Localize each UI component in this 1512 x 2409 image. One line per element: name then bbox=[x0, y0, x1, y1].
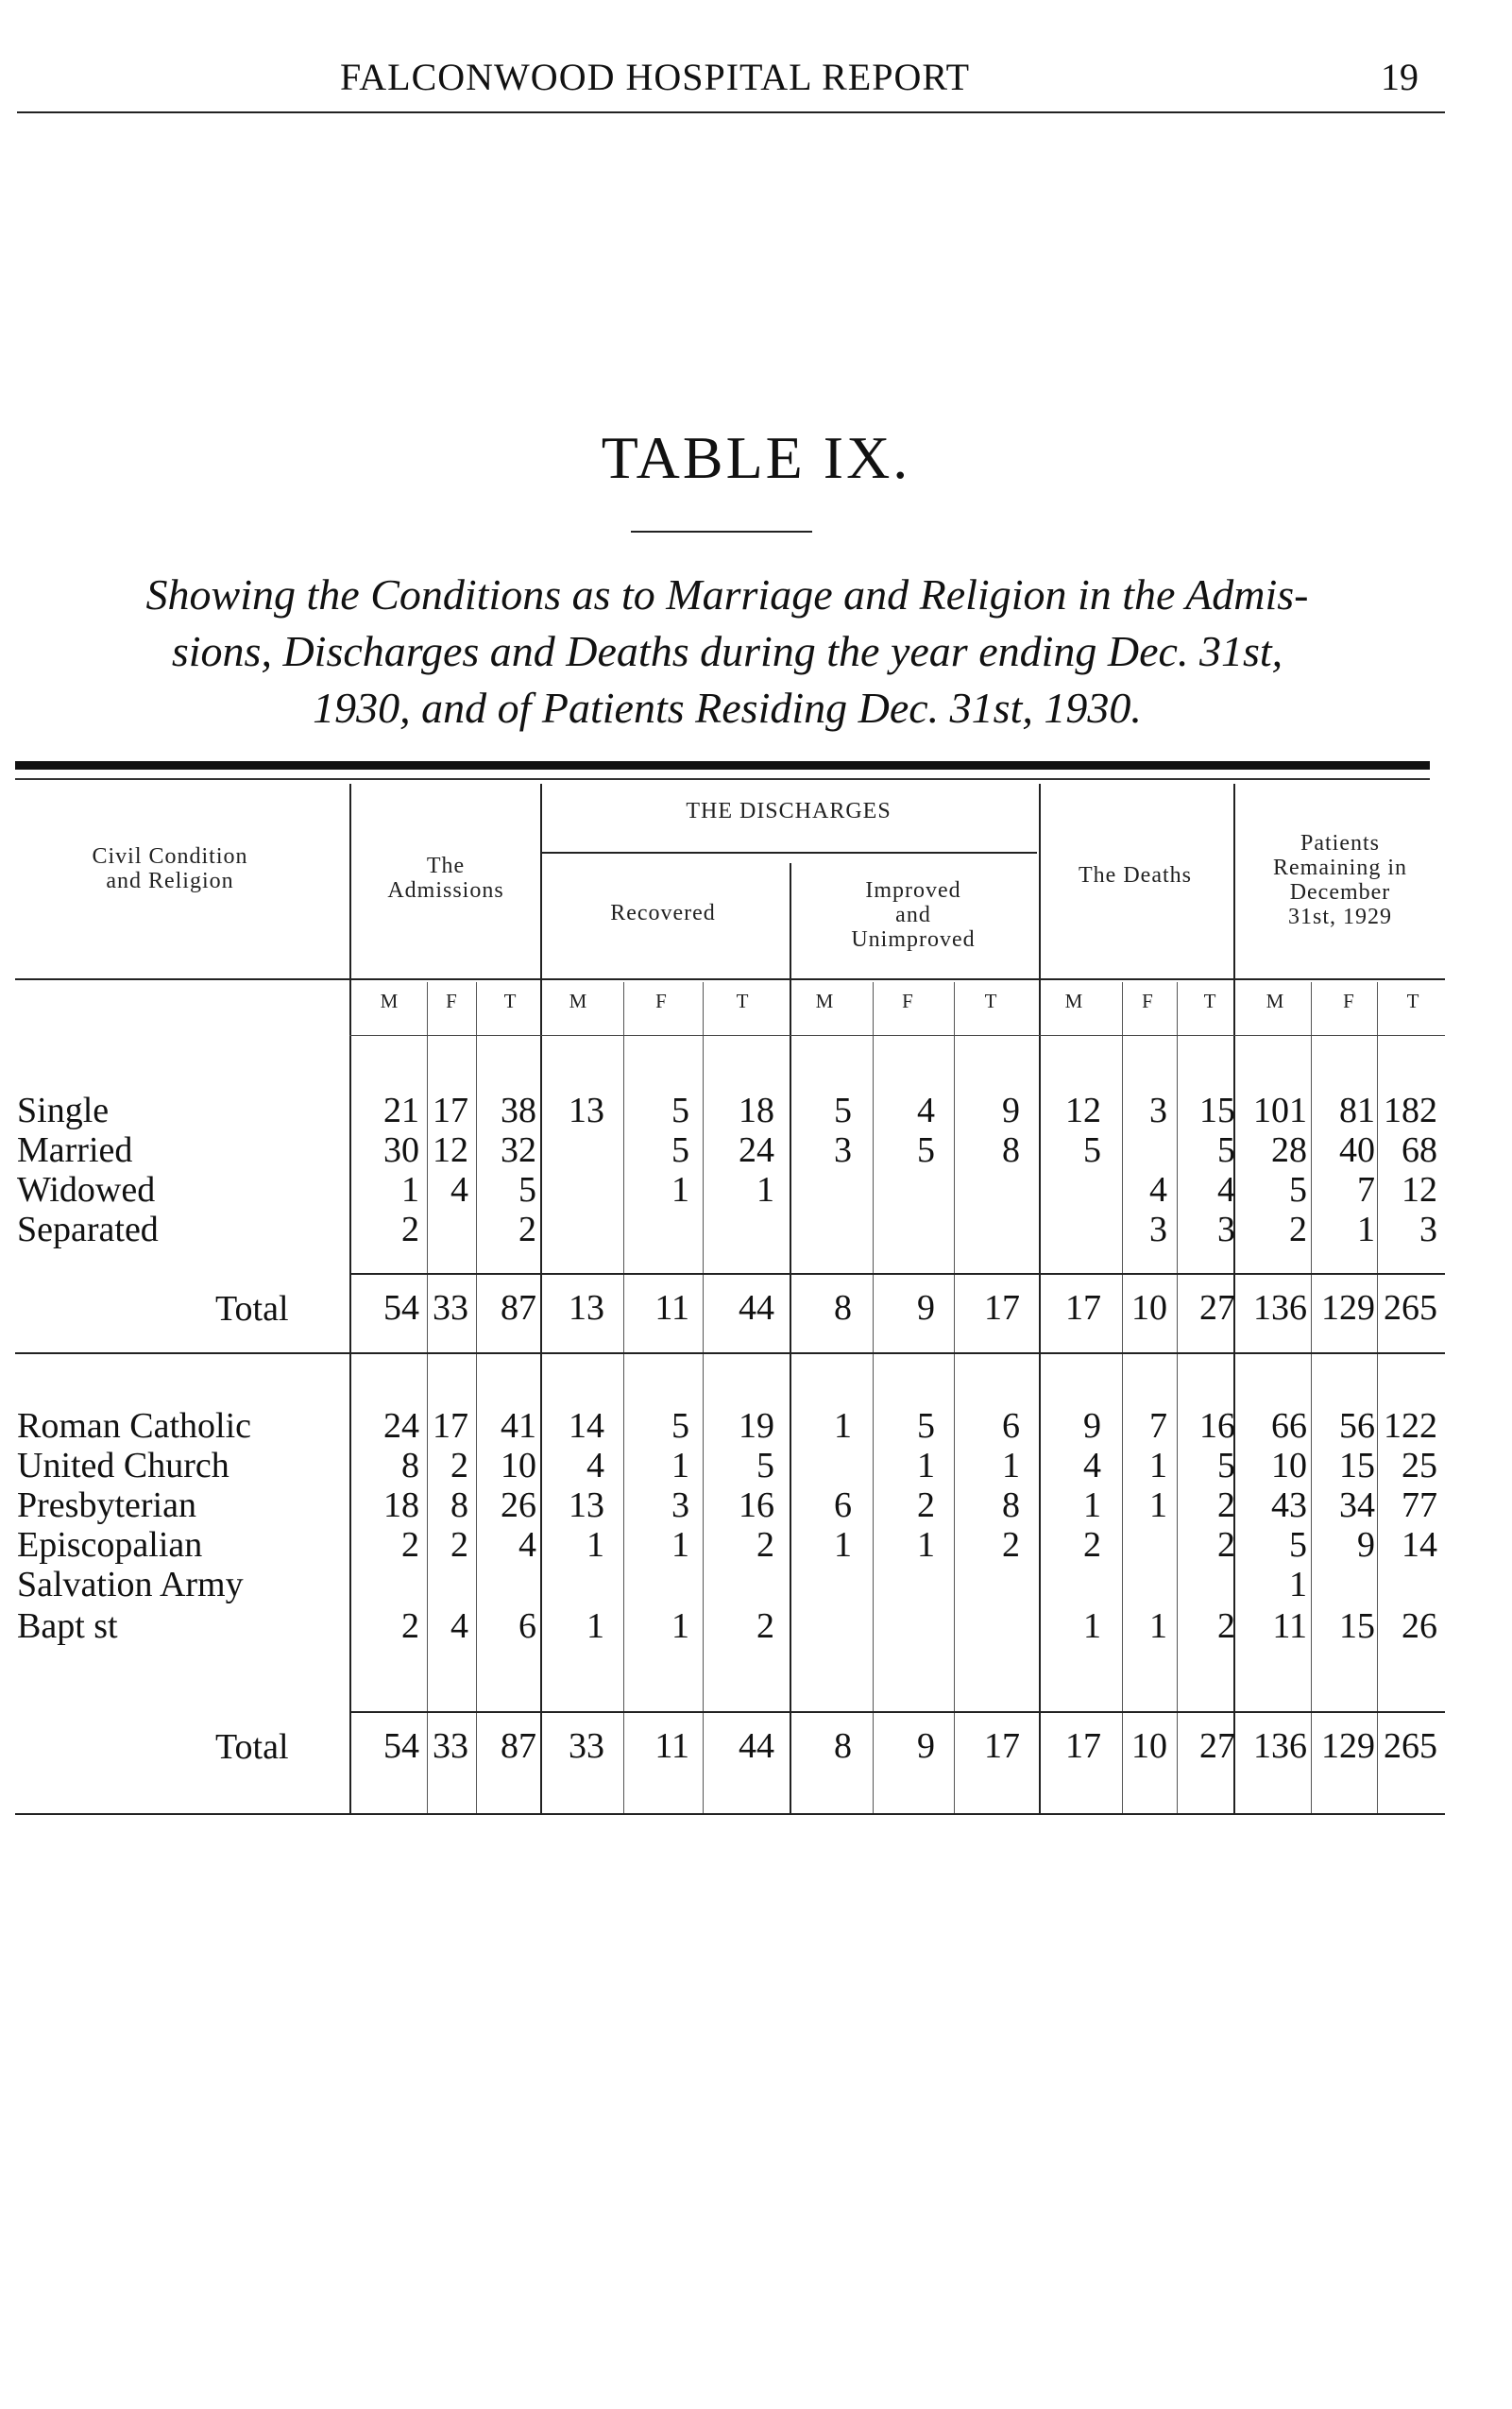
table-cell: 1 bbox=[1289, 1565, 1307, 1604]
table-cell: 34 bbox=[1339, 1485, 1375, 1525]
table-cell: 2 bbox=[1217, 1606, 1235, 1646]
table-cell: 1 bbox=[756, 1170, 774, 1210]
row-label-religion-total: Total bbox=[215, 1727, 289, 1767]
table-cell: 19 bbox=[739, 1406, 774, 1446]
table-cell: 4 bbox=[586, 1446, 604, 1485]
table-cell: 5 bbox=[756, 1446, 774, 1485]
table-cell: 43 bbox=[1271, 1485, 1307, 1525]
header-remaining bbox=[1235, 831, 1445, 929]
mft-header-cell: M bbox=[1064, 990, 1083, 1012]
table-cell: 16 bbox=[739, 1485, 774, 1525]
table-cell: 18 bbox=[383, 1485, 419, 1525]
table-cell: 26 bbox=[501, 1485, 536, 1525]
table-cell: 66 bbox=[1271, 1406, 1307, 1446]
table-cell: 4 bbox=[1149, 1170, 1167, 1210]
table-cell: 3 bbox=[1217, 1210, 1235, 1249]
table-cell: 3 bbox=[1149, 1210, 1167, 1249]
header-discharges: THE DISCHARGES bbox=[686, 799, 892, 823]
header-civil-condition bbox=[28, 844, 312, 893]
table-cell: 16 bbox=[1199, 1406, 1235, 1446]
mft-header-cell: F bbox=[1142, 990, 1153, 1012]
table-cell: 5 bbox=[1217, 1130, 1235, 1170]
caption-line: sions, Discharges and Deaths during the year ending Dec. 31st, bbox=[171, 627, 1283, 675]
total-cell: 44 bbox=[739, 1288, 774, 1328]
table-cell: 2 bbox=[1289, 1210, 1307, 1249]
table-cell: 1 bbox=[671, 1170, 689, 1210]
table-cell: 1 bbox=[917, 1525, 935, 1565]
row-label-married: Married bbox=[17, 1130, 133, 1170]
total-cell: 136 bbox=[1253, 1726, 1307, 1766]
header-text: 31st, 1929 bbox=[1287, 905, 1392, 929]
header-improved bbox=[790, 878, 1037, 952]
table-cell: 8 bbox=[401, 1446, 419, 1485]
total-cell: 8 bbox=[834, 1726, 852, 1766]
table-cell: 24 bbox=[739, 1130, 774, 1170]
table-cell: 1 bbox=[586, 1525, 604, 1565]
mft-header-cell: F bbox=[655, 990, 667, 1012]
table-cell: 101 bbox=[1253, 1091, 1307, 1130]
running-title: FALCONWOOD HOSPITAL REPORT bbox=[340, 56, 971, 98]
table-cell: 2 bbox=[1083, 1525, 1101, 1565]
table-cell: 2 bbox=[450, 1446, 468, 1485]
table-cell: 8 bbox=[1002, 1485, 1020, 1525]
mft-header-cell: F bbox=[902, 990, 913, 1012]
table-cell: 2 bbox=[1217, 1525, 1235, 1565]
table-cell: 4 bbox=[518, 1525, 536, 1565]
table-cell: 8 bbox=[450, 1485, 468, 1525]
total-cell: 33 bbox=[569, 1726, 604, 1766]
running-head bbox=[0, 55, 1512, 102]
table-cell: 15 bbox=[1199, 1091, 1235, 1130]
table-cell: 11 bbox=[1272, 1606, 1307, 1646]
mft-header-cell: F bbox=[1343, 990, 1354, 1012]
total-cell: 87 bbox=[501, 1726, 536, 1766]
mft-header-cell: F bbox=[446, 990, 457, 1012]
rule-civil-total-bottom bbox=[15, 1352, 1445, 1354]
row-label-civil-total: Total bbox=[215, 1289, 289, 1329]
row-label-separated: Separated bbox=[17, 1210, 159, 1249]
table-cell: 3 bbox=[834, 1130, 852, 1170]
row-label-presbyterian: Presbyterian bbox=[17, 1485, 196, 1525]
rule-header-bottom bbox=[15, 978, 1445, 980]
table-cell: 4 bbox=[450, 1170, 468, 1210]
total-cell: 129 bbox=[1321, 1726, 1375, 1766]
table-cell: 1 bbox=[671, 1525, 689, 1565]
table-cell: 1 bbox=[1149, 1446, 1167, 1485]
table-cell: 32 bbox=[501, 1130, 536, 1170]
total-cell: 10 bbox=[1131, 1726, 1167, 1766]
title-rule bbox=[631, 531, 812, 533]
rule-civil-total-top bbox=[349, 1273, 1445, 1275]
table-cell: 12 bbox=[1065, 1091, 1101, 1130]
table-cell: 15 bbox=[1339, 1446, 1375, 1485]
table-cell: 28 bbox=[1271, 1130, 1307, 1170]
header-text: December bbox=[1289, 880, 1391, 905]
header-text: Admissions bbox=[387, 878, 504, 903]
table-cell: 7 bbox=[1149, 1406, 1167, 1446]
table-cell: 1 bbox=[586, 1606, 604, 1646]
table-cell: 182 bbox=[1384, 1091, 1437, 1130]
header-rule bbox=[17, 111, 1445, 113]
table-cell: 5 bbox=[1083, 1130, 1101, 1170]
row-label-single: Single bbox=[17, 1091, 110, 1130]
table-cell: 1 bbox=[671, 1446, 689, 1485]
table-cell: 10 bbox=[1271, 1446, 1307, 1485]
table-cell: 18 bbox=[739, 1091, 774, 1130]
table-cell: 1 bbox=[917, 1446, 935, 1485]
table-cell: 1 bbox=[1149, 1485, 1167, 1525]
row-label-baptist: Bapt st bbox=[17, 1606, 118, 1646]
table-cell: 6 bbox=[518, 1606, 536, 1646]
table-cell: 6 bbox=[834, 1485, 852, 1525]
mft-header-cell: T bbox=[1406, 990, 1419, 1012]
total-cell: 10 bbox=[1131, 1288, 1167, 1328]
row-label-widowed: Widowed bbox=[17, 1170, 156, 1210]
caption-line: Showing the Conditions as to Marriage and Religion in the Admis- bbox=[145, 570, 1309, 619]
table-cell: 4 bbox=[450, 1606, 468, 1646]
table-top-rule bbox=[15, 761, 1430, 770]
table-cell: 5 bbox=[1289, 1525, 1307, 1565]
row-label-salvation-army: Salvation Army bbox=[17, 1565, 244, 1604]
total-cell: 136 bbox=[1253, 1288, 1307, 1328]
header-text: Civil Condition bbox=[92, 844, 248, 869]
table-cell: 1 bbox=[1002, 1446, 1020, 1485]
page-number: 19 bbox=[1381, 56, 1419, 98]
table-cell: 14 bbox=[1402, 1525, 1437, 1565]
table-cell: 1 bbox=[1357, 1210, 1375, 1249]
table-cell: 1 bbox=[401, 1170, 419, 1210]
table-cell: 12 bbox=[1402, 1170, 1437, 1210]
table-cell: 1 bbox=[671, 1606, 689, 1646]
total-cell: 9 bbox=[917, 1288, 935, 1328]
rule-discharges-under bbox=[540, 852, 1037, 854]
table-cell: 9 bbox=[1083, 1406, 1101, 1446]
table-cell: 41 bbox=[501, 1406, 536, 1446]
header-recovered: Recovered bbox=[610, 901, 716, 925]
table-cell: 38 bbox=[501, 1091, 536, 1130]
table-cell: 2 bbox=[450, 1525, 468, 1565]
table-cell: 9 bbox=[1357, 1525, 1375, 1565]
row-label-united-church: United Church bbox=[17, 1446, 229, 1485]
mft-header-cell: T bbox=[984, 990, 997, 1012]
table-cell: 3 bbox=[1149, 1091, 1167, 1130]
header-text: Remaining in bbox=[1273, 856, 1407, 880]
table-cell: 5 bbox=[917, 1406, 935, 1446]
table-cell: 2 bbox=[917, 1485, 935, 1525]
row-label-episcopalian: Episcopalian bbox=[17, 1525, 203, 1565]
table-cell: 15 bbox=[1339, 1606, 1375, 1646]
header-text: and Religion bbox=[106, 869, 234, 893]
total-cell: 27 bbox=[1199, 1288, 1235, 1328]
mft-header-cell: T bbox=[503, 990, 517, 1012]
table-cell: 5 bbox=[834, 1091, 852, 1130]
total-cell: 265 bbox=[1384, 1726, 1437, 1766]
total-cell: 9 bbox=[917, 1726, 935, 1766]
table-cell: 2 bbox=[756, 1525, 774, 1565]
total-cell: 17 bbox=[1065, 1726, 1101, 1766]
header-text: Improved bbox=[865, 878, 961, 903]
total-cell: 33 bbox=[433, 1726, 468, 1766]
rule-mft-bottom bbox=[349, 1035, 1445, 1036]
mft-header-cell: M bbox=[1266, 990, 1284, 1012]
mft-header-cell: T bbox=[1203, 990, 1216, 1012]
table-cell: 122 bbox=[1384, 1406, 1437, 1446]
row-label-roman-catholic: Roman Catholic bbox=[17, 1406, 252, 1446]
total-cell: 11 bbox=[654, 1288, 689, 1328]
table-cell: 56 bbox=[1339, 1406, 1375, 1446]
table-cell: 5 bbox=[1217, 1446, 1235, 1485]
table-cell: 13 bbox=[569, 1091, 604, 1130]
table-cell: 4 bbox=[917, 1091, 935, 1130]
mft-header-cell: M bbox=[569, 990, 587, 1012]
table-cell: 5 bbox=[917, 1130, 935, 1170]
caption-line: 1930, and of Patients Residing Dec. 31st, 1930. bbox=[313, 684, 1142, 732]
total-cell: 8 bbox=[834, 1288, 852, 1328]
total-cell: 87 bbox=[501, 1288, 536, 1328]
mft-header-cell: M bbox=[380, 990, 399, 1012]
table-cell: 24 bbox=[383, 1406, 419, 1446]
table-cell: 4 bbox=[1083, 1446, 1101, 1485]
header-text: Patients bbox=[1300, 831, 1380, 856]
table-cell: 5 bbox=[671, 1130, 689, 1170]
total-cell: 33 bbox=[433, 1288, 468, 1328]
table-cell: 26 bbox=[1402, 1606, 1437, 1646]
table-cell: 21 bbox=[383, 1091, 419, 1130]
table-cell: 30 bbox=[383, 1130, 419, 1170]
table-cell: 77 bbox=[1402, 1485, 1437, 1525]
table-cell: 9 bbox=[1002, 1091, 1020, 1130]
table-cell: 5 bbox=[671, 1406, 689, 1446]
total-cell: 11 bbox=[654, 1726, 689, 1766]
header-text: and bbox=[895, 903, 931, 927]
table-cell: 13 bbox=[569, 1485, 604, 1525]
table-cell: 6 bbox=[1002, 1406, 1020, 1446]
total-cell: 17 bbox=[1065, 1288, 1101, 1328]
total-cell: 17 bbox=[984, 1288, 1020, 1328]
table-cell: 1 bbox=[1083, 1485, 1101, 1525]
table-cell: 40 bbox=[1339, 1130, 1375, 1170]
table-cell: 17 bbox=[433, 1406, 468, 1446]
table-cell: 1 bbox=[834, 1525, 852, 1565]
table-cell: 3 bbox=[1419, 1210, 1437, 1249]
header-admissions bbox=[351, 854, 540, 903]
table-cell: 1 bbox=[834, 1406, 852, 1446]
table-cell: 2 bbox=[1217, 1485, 1235, 1525]
total-cell: 27 bbox=[1199, 1726, 1235, 1766]
table-cell: 81 bbox=[1339, 1091, 1375, 1130]
total-cell: 13 bbox=[569, 1288, 604, 1328]
header-text: Unimproved bbox=[851, 927, 976, 952]
header-deaths: The Deaths bbox=[1079, 863, 1192, 888]
table-cell: 1 bbox=[1083, 1606, 1101, 1646]
table-cell: 10 bbox=[501, 1446, 536, 1485]
table-cell: 3 bbox=[671, 1485, 689, 1525]
table-cell: 2 bbox=[401, 1525, 419, 1565]
mft-header-cell: M bbox=[815, 990, 834, 1012]
table-cell: 25 bbox=[1402, 1446, 1437, 1485]
table-cell: 2 bbox=[756, 1606, 774, 1646]
table-cell: 5 bbox=[518, 1170, 536, 1210]
table-cell: 7 bbox=[1357, 1170, 1375, 1210]
total-cell: 265 bbox=[1384, 1288, 1437, 1328]
table-cell: 68 bbox=[1402, 1130, 1437, 1170]
table-cell: 17 bbox=[433, 1091, 468, 1130]
table-cell: 2 bbox=[1002, 1525, 1020, 1565]
total-cell: 44 bbox=[739, 1726, 774, 1766]
table-cell: 2 bbox=[518, 1210, 536, 1249]
table-cell: 12 bbox=[433, 1130, 468, 1170]
total-cell: 54 bbox=[383, 1726, 419, 1766]
table-cell: 1 bbox=[1149, 1606, 1167, 1646]
table-cell: 5 bbox=[671, 1091, 689, 1130]
table-title: TABLE IX. bbox=[601, 424, 911, 491]
mft-header-cell: T bbox=[736, 990, 749, 1012]
table-cell: 4 bbox=[1217, 1170, 1235, 1210]
table-cell: 14 bbox=[569, 1406, 604, 1446]
total-cell: 129 bbox=[1321, 1288, 1375, 1328]
total-cell: 54 bbox=[383, 1288, 419, 1328]
rule-table-bottom bbox=[15, 1813, 1445, 1815]
total-cell: 17 bbox=[984, 1726, 1020, 1766]
table-cell: 5 bbox=[1289, 1170, 1307, 1210]
table-top-thin-rule bbox=[15, 778, 1430, 780]
header-text: The bbox=[426, 854, 466, 878]
table-caption bbox=[0, 567, 1454, 737]
table-cell: 2 bbox=[401, 1606, 419, 1646]
rule-religion-total-top bbox=[349, 1711, 1445, 1713]
table-cell: 8 bbox=[1002, 1130, 1020, 1170]
table-cell: 2 bbox=[401, 1210, 419, 1249]
